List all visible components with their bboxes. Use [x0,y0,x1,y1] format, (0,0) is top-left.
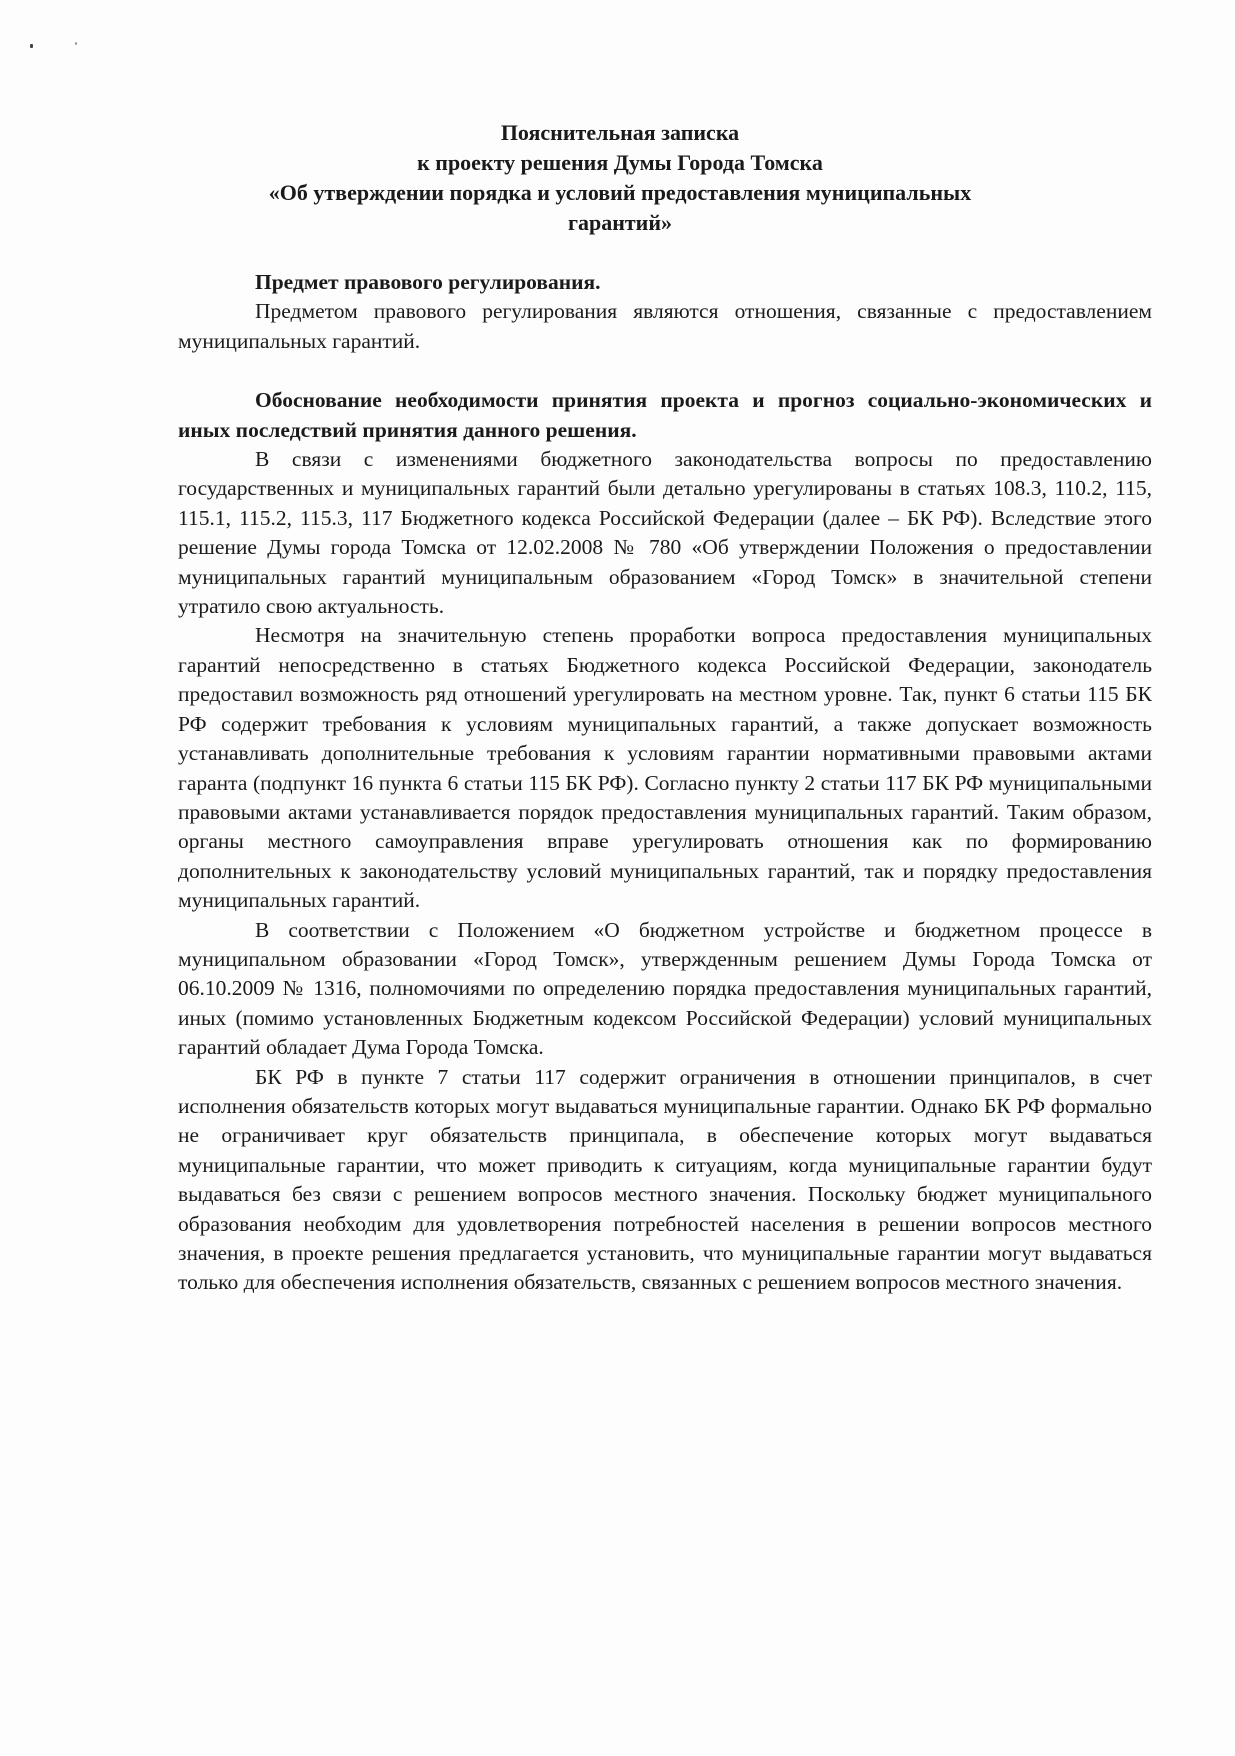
paragraph: В связи с изменениями бюджетного законодательства вопросы по предоставлению государственных и муниципальных гарантий были детально урегулированы в статьях 108.3, 110.2, 115, 115.1, 115.2, 115.3, 117 Бюджетного кодекса Российской Федерации (далее – БК РФ). Вследствие этого решение Думы города Томска от 12.02.2008 № 780 «Об утверждении Положения о предоставлении муниципальных гарантий муниципальным образованием «Город Томск» в значительной степени утратило свою актуальность. [178,447,1152,619]
section-heading-subject: Предмет правового регулирования. [255,270,601,294]
title-line-4: гарантий» [567,210,673,235]
paragraph: Несмотря на значительную степень проработки вопроса предоставления муниципальных гарантий непосредственно в статьях Бюджетного кодекса Российской Федерации, законодатель предоставил возможность ряд отношений урегулировать на местном уровне. Так, пункт 6 статьи 115 БК РФ содержит требования к условиям муниципальных гарантий, а также допускает возможность устанавливать дополнительные требования к условиям гарантии нормативными правовыми актами гаранта (подпункт 16 пункта 6 статьи 115 БК РФ). Согласно пункту 2 статьи 117 БК РФ муниципальными правовыми актами устанавливается порядок предоставления муниципальных гарантий. Таким образом, органы местного самоуправления вправе урегулировать отношения как по формированию дополнительных к законодательству условий муниципальных гарантий, так и порядку предоставления муниципальных гарантий. [178,623,1152,913]
scan-speck [75,42,77,45]
scan-speck [30,44,33,48]
document-body [178,268,1152,1298]
paragraph: В соответствии с Положением «О бюджетном устройстве и бюджетном процессе в муниципальном образовании «Город Томск», утвержденным решением Думы Города Томска от 06.10.2009 № 1316, полномочиями по определению порядка предоставления муниципальных гарантий, иных (помимо установленных Бюджетным кодексом Российской Федерации) условий муниципальных гарантий обладает Дума Города Томска. [178,917,1152,1060]
scan-specks [30,44,90,52]
document-title [170,118,1070,238]
title-line-1: Пояснительная записка [500,120,740,145]
paragraph: Предметом правового регулирования являются отношения, связанные с предоставлением муниципальных гарантий. [178,299,1152,353]
section-heading-justification: Обоснование необходимости принятия проекта и прогноз социально-экономических и иных последствий принятия данного решения. [178,388,1152,442]
title-line-2: к проекту решения Думы Города Томска [417,150,823,175]
title-line-3: «Об утверждении порядка и условий предоставления муниципальных [268,180,972,205]
paragraph: БК РФ в пункте 7 статьи 117 содержит ограничения в отношении принципалов, в счет исполнения обязательств которых могут выдаваться муниципальные гарантии. Однако БК РФ формально не ограничивает круг обязательств принципала, в обеспечение которых могут выдаваться муниципальные гарантии, что может приводить к ситуациям, когда муниципальные гарантии будут выдаваться без связи с решением вопросов местного значения. Поскольку бюджет муниципального образования необходим для удовлетворения потребностей населения в решении вопросов местного значения, в проекте решения предлагается установить, что муниципальные гарантии могут выдаваться только для обеспечения исполнения обязательств, связанных с решением вопросов местного значения. [178,1064,1152,1295]
